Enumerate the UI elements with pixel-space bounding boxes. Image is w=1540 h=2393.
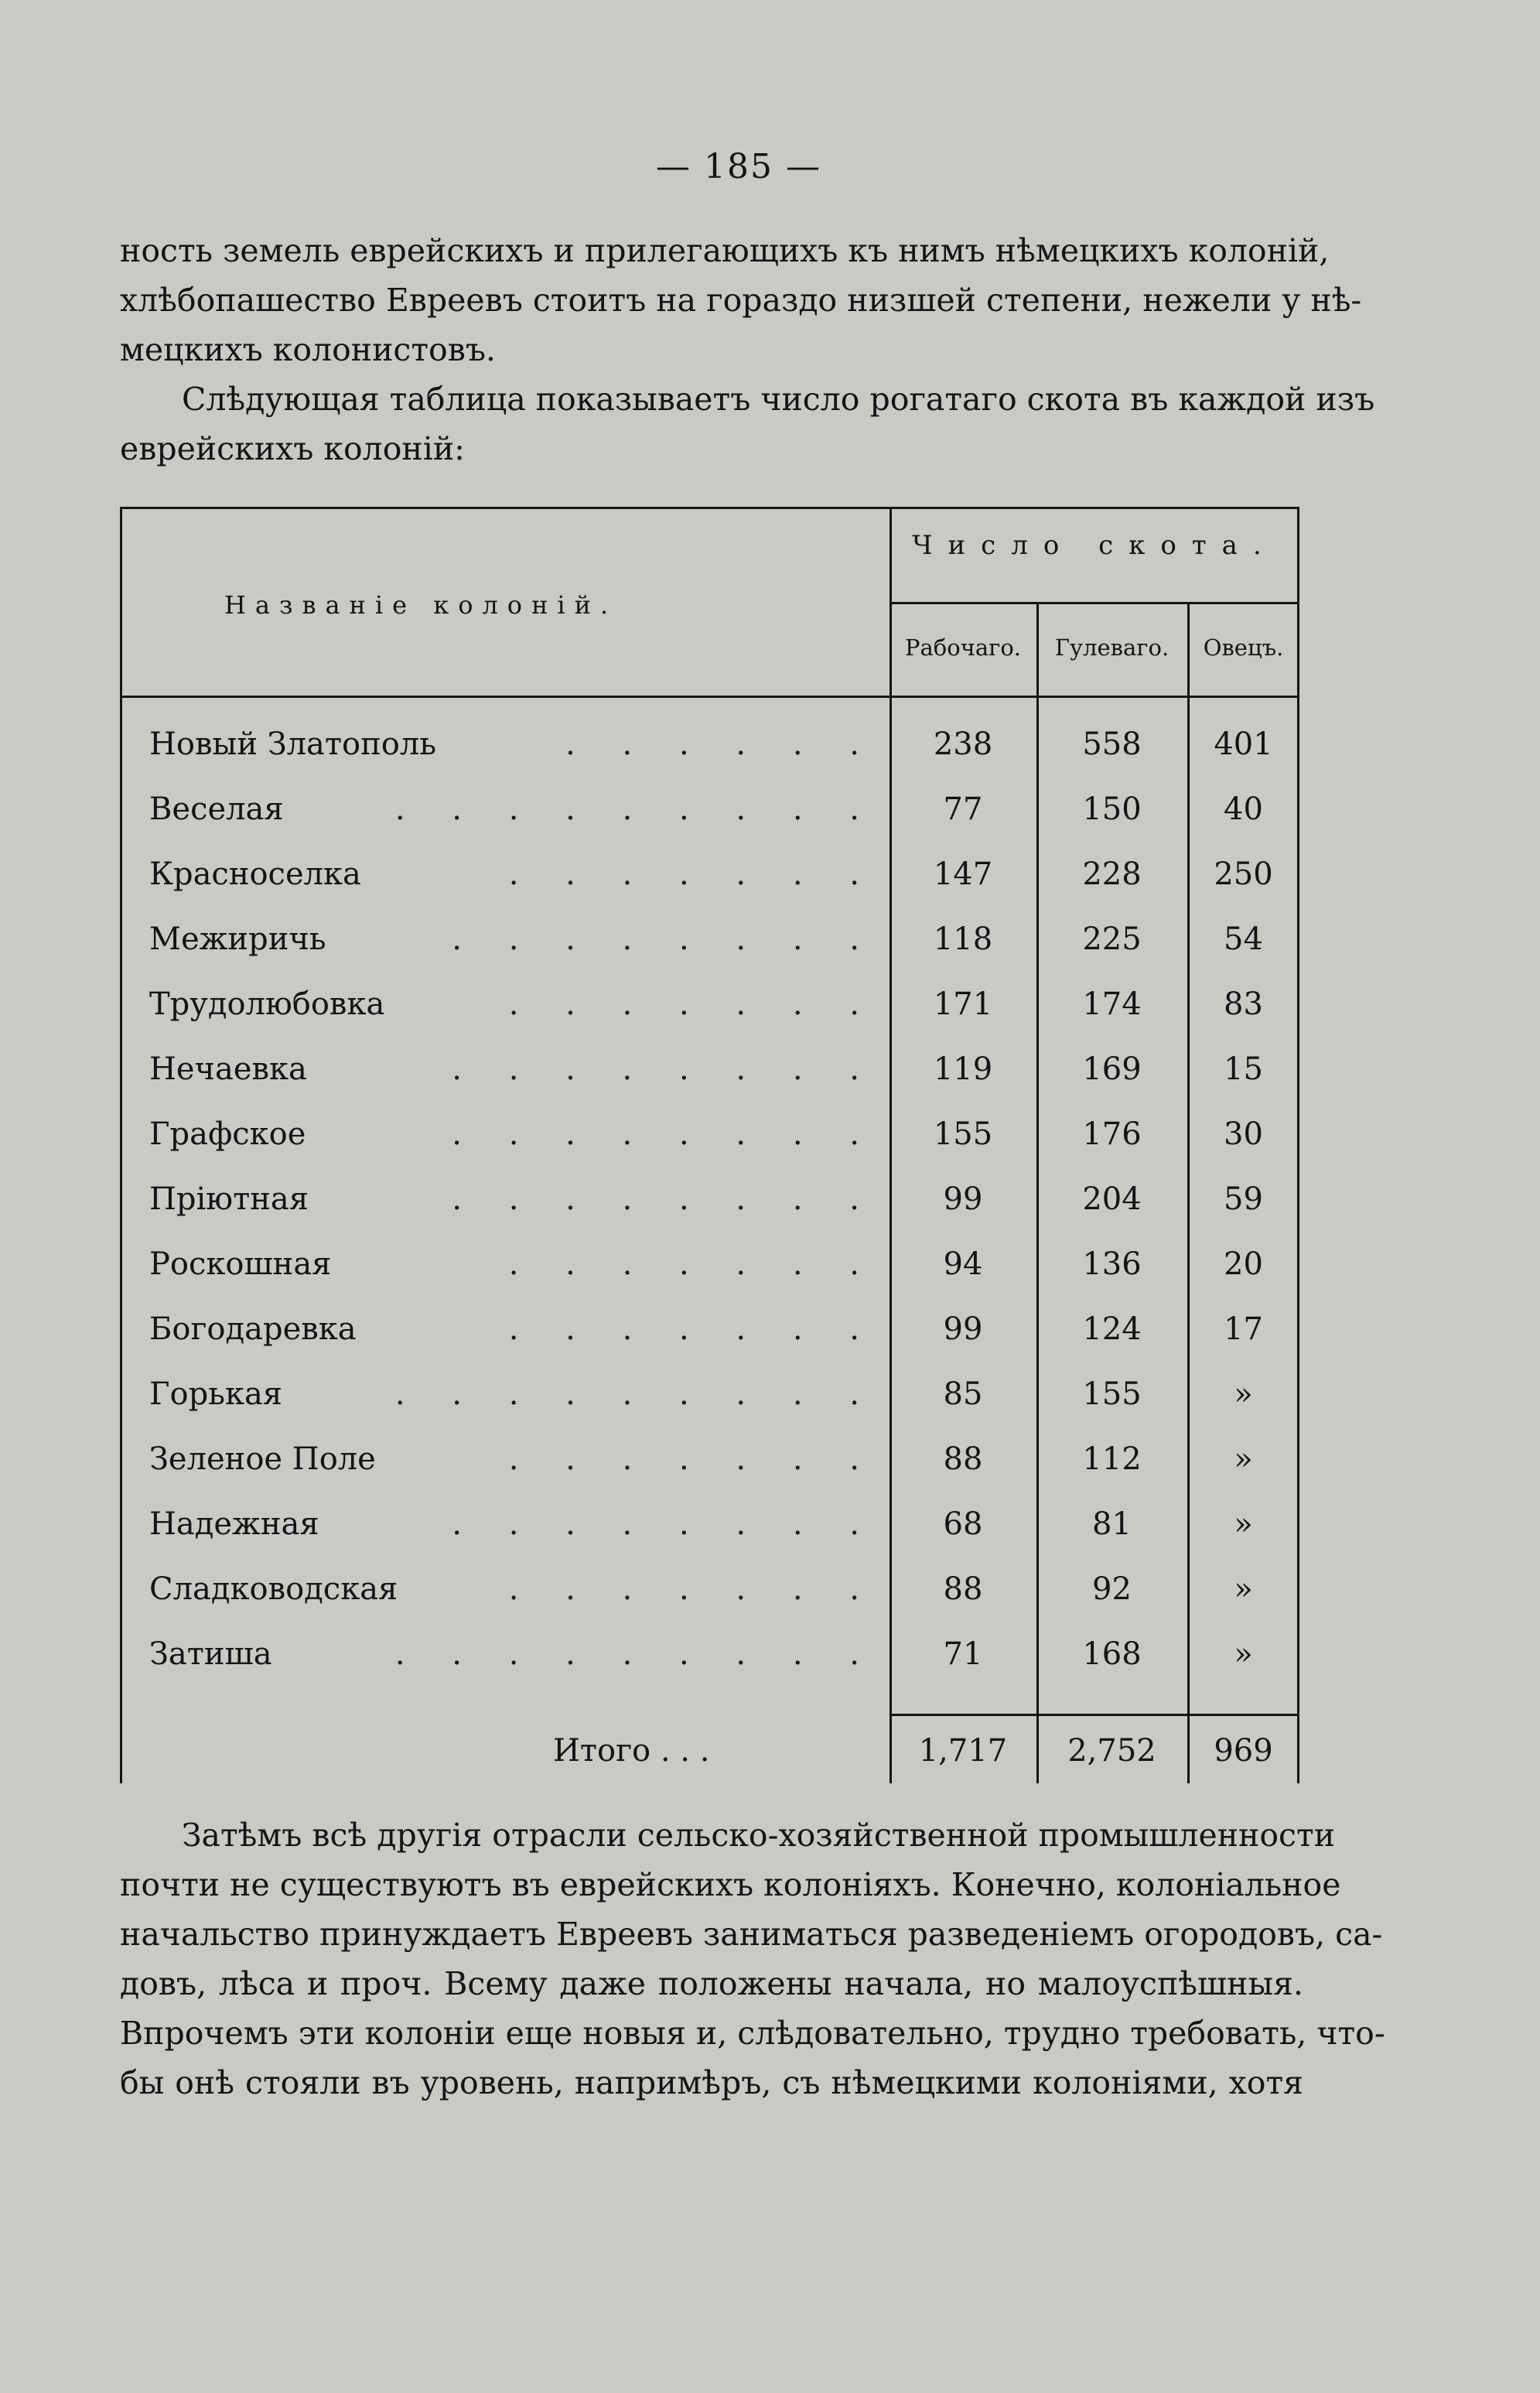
- closing-line-4: довъ, лѣса и проч. Всему даже положены начала, но малоуспѣшныя.: [120, 1965, 1303, 2002]
- table-top-rule: [120, 507, 1299, 509]
- idle-count: 112: [1082, 1441, 1142, 1477]
- leader-dots: . . . . . . .: [508, 1246, 878, 1282]
- working-count: 85: [943, 1376, 983, 1412]
- working-header: Рабочаго.: [904, 634, 1022, 661]
- working-count: 155: [933, 1116, 993, 1152]
- leader-dots: . . . . . .: [565, 726, 878, 762]
- idle-count: 168: [1082, 1636, 1142, 1672]
- colony-name: Трудолюбовка: [149, 986, 385, 1022]
- working-count: 119: [933, 1051, 993, 1087]
- group-header-rule: [890, 602, 1299, 604]
- intro-line-1: ность земель еврейскихъ и прилегающихъ къ нимъ нѣмецкихъ колоній,: [120, 232, 1330, 269]
- table-row: [120, 1562, 1299, 1627]
- idle-count: 176: [1082, 1116, 1142, 1152]
- total-label: Итого . . .: [553, 1733, 710, 1769]
- idle-header: Гулеваго.: [1054, 634, 1170, 661]
- closing-paragraph: [120, 1810, 1385, 2108]
- closing-line-2: почти не существуютъ въ еврейскихъ колоніяхъ. Конечно, колоніальное: [120, 1866, 1341, 1903]
- sheep-count: »: [1234, 1571, 1253, 1607]
- idle-count: 124: [1082, 1311, 1142, 1347]
- table-row: [120, 912, 1299, 977]
- colony-name: Роскошная: [149, 1246, 332, 1282]
- sheep-count: 250: [1214, 856, 1273, 892]
- leader-dots: . . . . . . . . .: [394, 1376, 878, 1412]
- intro-paragraph: [120, 226, 1362, 374]
- leader-dots: . . . . . . .: [508, 856, 878, 892]
- colony-name: Пріютная: [149, 1181, 309, 1217]
- total-rule: [890, 1714, 1299, 1716]
- idle-count: 174: [1082, 986, 1142, 1022]
- table-intro-line-1: Слѣдующая таблица показываетъ число рогатаго скота въ каждой изъ: [182, 381, 1375, 418]
- table-row: [120, 1042, 1299, 1107]
- colony-name: Веселая: [149, 791, 284, 827]
- sheep-count: 59: [1224, 1181, 1263, 1217]
- sheep-count: »: [1234, 1636, 1253, 1672]
- intro-line-2: хлѣбопашество Евреевъ стоитъ на гораздо низшей степени, нежели у нѣ-: [120, 282, 1362, 319]
- table-row: [120, 1627, 1299, 1692]
- idle-count: 155: [1082, 1376, 1142, 1412]
- sheep-count: 17: [1224, 1311, 1263, 1347]
- sheep-count: 40: [1224, 791, 1263, 827]
- colony-name: Зеленое Поле: [149, 1441, 376, 1477]
- idle-count: 169: [1082, 1051, 1142, 1087]
- colony-name-header: Названіе колоній.: [224, 590, 618, 620]
- sheep-count: 83: [1224, 986, 1263, 1022]
- leader-dots: . . . . . . .: [508, 1441, 878, 1477]
- table-row: [120, 1237, 1299, 1302]
- idle-count: 204: [1082, 1181, 1142, 1217]
- sheep-count: »: [1234, 1376, 1253, 1412]
- colony-name: Графское: [149, 1116, 306, 1152]
- intro-line-3: мецкихъ колонистовъ.: [120, 331, 496, 368]
- sheep-header: Овецъ.: [1203, 634, 1284, 661]
- table-row: [120, 782, 1299, 847]
- idle-count: 92: [1092, 1571, 1132, 1607]
- leader-dots: . . . . . . . .: [452, 921, 878, 957]
- page-number: — 185 —: [656, 147, 821, 186]
- table-intro-paragraph: [120, 374, 1375, 473]
- table-row: [120, 977, 1299, 1042]
- sheep-count: »: [1234, 1441, 1253, 1477]
- total-sheep: 969: [1214, 1733, 1273, 1769]
- working-count: 147: [933, 856, 993, 892]
- working-count: 99: [943, 1181, 983, 1217]
- leader-dots: . . . . . . . . .: [394, 1636, 878, 1672]
- table-row: [120, 1172, 1299, 1237]
- idle-count: 558: [1082, 726, 1142, 762]
- sheep-count: 15: [1224, 1051, 1263, 1087]
- header-bottom-rule: [120, 696, 1299, 698]
- colony-name: Нечаевка: [149, 1051, 307, 1087]
- colony-name: Межиричь: [149, 921, 326, 957]
- working-count: 94: [943, 1246, 983, 1282]
- livestock-table: [120, 507, 1299, 1783]
- working-count: 99: [943, 1311, 983, 1347]
- idle-count: 150: [1082, 791, 1142, 827]
- working-count: 238: [933, 726, 993, 762]
- livestock-count-header: Число скота.: [912, 530, 1277, 561]
- leader-dots: . . . . . . .: [508, 1311, 878, 1347]
- leader-dots: . . . . . . . .: [452, 1506, 878, 1542]
- colony-name: Сладководская: [149, 1571, 398, 1607]
- leader-dots: . . . . . . . .: [452, 1181, 878, 1217]
- total-working: 1,717: [918, 1733, 1008, 1769]
- sheep-count: 54: [1224, 921, 1263, 957]
- sheep-count: 401: [1214, 726, 1273, 762]
- table-row: [120, 1497, 1299, 1562]
- colony-name: Надежная: [149, 1506, 319, 1542]
- leader-dots: . . . . . . .: [508, 1571, 878, 1607]
- table-row: [120, 717, 1299, 782]
- closing-line-1: Затѣмъ всѣ другія отрасли сельско-хозяйственной промышленности: [182, 1817, 1336, 1854]
- table-row: [120, 847, 1299, 912]
- working-count: 88: [943, 1571, 983, 1607]
- table-intro-line-2: еврейскихъ колоній:: [120, 430, 465, 467]
- sheep-count: 30: [1224, 1116, 1263, 1152]
- sheep-count: 20: [1224, 1246, 1263, 1282]
- working-count: 171: [933, 986, 993, 1022]
- leader-dots: . . . . . . . .: [452, 1051, 878, 1087]
- colony-name: Новый Златополь: [149, 726, 437, 762]
- working-count: 77: [943, 791, 983, 827]
- table-row: [120, 1432, 1299, 1497]
- idle-count: 228: [1082, 856, 1142, 892]
- table-row: [120, 1367, 1299, 1432]
- leader-dots: . . . . . . .: [508, 986, 878, 1022]
- total-idle: 2,752: [1067, 1733, 1156, 1769]
- colony-name: Богодаревка: [149, 1311, 357, 1347]
- leader-dots: . . . . . . . . .: [394, 791, 878, 827]
- working-count: 71: [943, 1636, 983, 1672]
- closing-line-6: бы онѣ стояли въ уровень, напримѣръ, съ нѣмецкими колоніями, хотя: [120, 2064, 1303, 2101]
- closing-line-3: начальство принуждаетъ Евреевъ заниматься разведеніемъ огородовъ, са-: [120, 1916, 1383, 1953]
- leader-dots: . . . . . . . .: [452, 1116, 878, 1152]
- colony-name: Затиша: [149, 1636, 272, 1672]
- idle-count: 225: [1082, 921, 1142, 957]
- closing-line-5: Впрочемъ эти колоніи еще новыя и, слѣдовательно, трудно требовать, что-: [120, 2015, 1385, 2052]
- sheep-count: »: [1234, 1506, 1253, 1542]
- idle-count: 136: [1082, 1246, 1142, 1282]
- working-count: 68: [943, 1506, 983, 1542]
- working-count: 118: [933, 921, 993, 957]
- colony-name: Горькая: [149, 1376, 283, 1412]
- idle-count: 81: [1092, 1506, 1132, 1542]
- colony-name: Красноселка: [149, 856, 361, 892]
- table-row: [120, 1107, 1299, 1172]
- working-count: 88: [943, 1441, 983, 1477]
- table-row: [120, 1302, 1299, 1367]
